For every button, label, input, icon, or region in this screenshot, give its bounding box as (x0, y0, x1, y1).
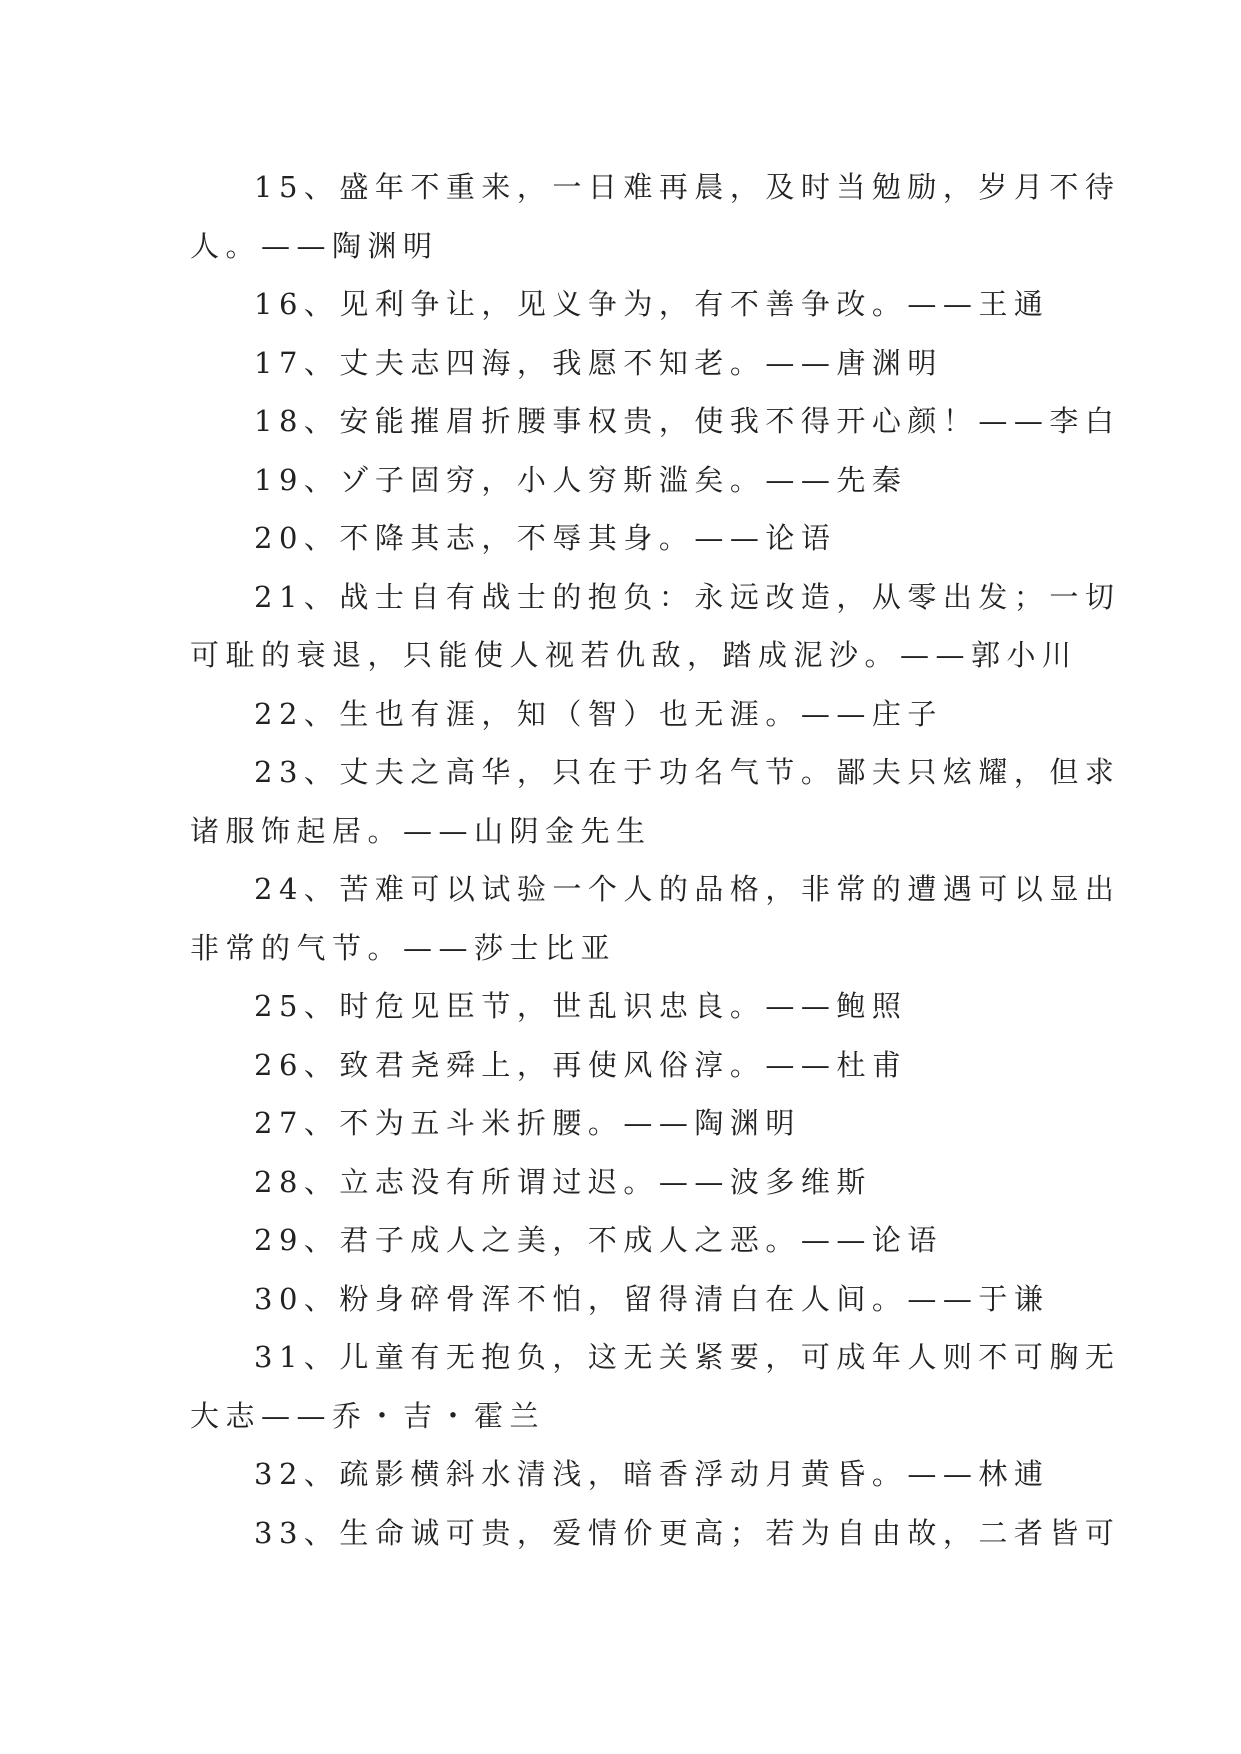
text-line: 33、生命诚可贵，爱情价更高；若为自由故，二者皆可 (254, 1515, 1121, 1550)
text-line: 大志——乔・吉・霍兰 (190, 1398, 546, 1433)
text-line: 27、不为五斗米折腰。——陶渊明 (254, 1106, 801, 1140)
text-line: 23、丈夫之高华，只在于功名气节。鄙夫只炫耀，但求 (254, 755, 1121, 789)
text-line: 18、安能摧眉折腰事权贵，使我不得开心颜！——李白 (254, 404, 1121, 438)
text-line: 32、疏影横斜水清浅，暗香浮动月黄昏。——林逋 (254, 1457, 1050, 1491)
text-line: 19、ゾ子固穷，小人穷斯滥矣。——先秦 (254, 462, 908, 497)
text-line: 22、生也有涯，知（智）也无涯。——庄子 (254, 696, 943, 731)
text-line: 诸服饰起居。——山阴金先生 (190, 813, 652, 848)
document-body (190, 158, 1121, 1562)
text-line: 24、苦难可以试验一个人的品格，非常的遭遇可以显出 (254, 872, 1121, 906)
text-line: 17、丈夫志四海，我愿不知老。——唐渊明 (254, 345, 943, 380)
text-line: 31、儿童有无抱负，这无关紧要，可成年人则不可胸无 (254, 1340, 1121, 1374)
text-line: 人。——陶渊明 (190, 228, 439, 263)
text-line: 28、立志没有所谓过迟。——波多维斯 (254, 1164, 872, 1199)
text-line: 15、盛年不重来，一日难再晨，及时当勉励，岁月不待 (254, 170, 1121, 204)
text-line: 21、战士自有战士的抱负：永远改造，从零出发；一切 (254, 579, 1121, 614)
text-line: 20、不降其志，不辱其身。——论语 (254, 521, 837, 555)
text-line: 25、时危见臣节，世乱识忠良。——鲍照 (254, 989, 908, 1023)
text-line: 30、粉身碎骨浑不怕，留得清白在人间。——于谦 (254, 1281, 1050, 1316)
text-line: 16、见利争让，见义争为，有不善争改。——王通 (254, 287, 1050, 321)
text-line: 29、君子成人之美，不成人之恶。——论语 (254, 1223, 943, 1257)
text-line: 非常的气节。——莎士比亚 (190, 930, 617, 965)
text-line: 26、致君尧舜上，再使风俗淳。——杜甫 (254, 1047, 908, 1082)
text-line: 可耻的衰退，只能使人视若仇敌，踏成泥沙。——郭小川 (190, 638, 1078, 672)
